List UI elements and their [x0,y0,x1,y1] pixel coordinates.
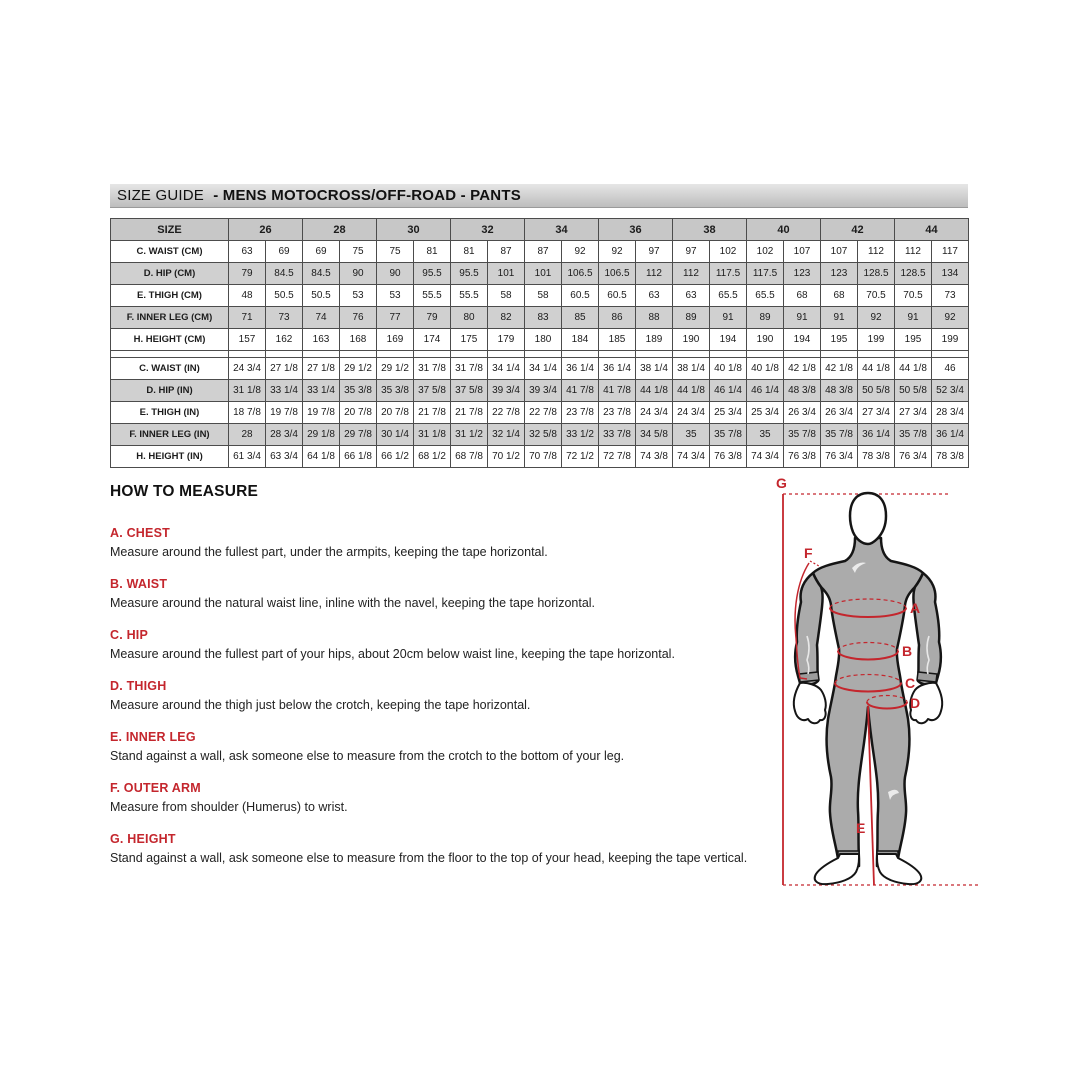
figure-label-inner-leg: E [856,820,866,836]
size-value-cell: 50.5 [303,285,340,307]
separator-cell [525,351,562,358]
size-value-cell: 84.5 [266,263,303,285]
size-value-cell: 72 1/2 [562,446,599,468]
left-foot [815,854,859,884]
row-label: C. WAIST (CM) [111,241,229,263]
size-value-cell: 39 3/4 [525,380,562,402]
size-value-cell: 74 [303,307,340,329]
size-column-header: 40 [747,219,821,241]
size-value-cell: 175 [451,329,488,351]
size-value-cell: 55.5 [451,285,488,307]
size-value-cell: 20 7/8 [377,402,414,424]
size-column-header: 28 [303,219,377,241]
separator-cell [747,351,784,358]
row-label: E. THIGH (CM) [111,285,229,307]
size-value-cell: 48 [229,285,266,307]
table-row [111,402,969,424]
separator-cell [932,351,969,358]
size-value-cell: 25 3/4 [710,402,747,424]
size-value-cell: 31 7/8 [451,358,488,380]
size-value-cell: 44 1/8 [636,380,673,402]
left-wrist-cuff [799,672,819,682]
size-value-cell: 42 1/8 [784,358,821,380]
size-value-cell: 95.5 [451,263,488,285]
size-value-cell: 91 [784,307,821,329]
size-value-cell: 189 [636,329,673,351]
size-value-cell: 40 1/8 [710,358,747,380]
size-value-cell: 35 7/8 [895,424,932,446]
size-value-cell: 95.5 [414,263,451,285]
size-value-cell: 37 5/8 [451,380,488,402]
table-row [111,446,969,468]
size-value-cell: 79 [229,263,266,285]
table-row [111,285,969,307]
size-value-cell: 89 [673,307,710,329]
size-value-cell: 55.5 [414,285,451,307]
size-value-cell: 87 [488,241,525,263]
size-value-cell: 31 7/8 [414,358,451,380]
size-value-cell: 53 [340,285,377,307]
measure-item-text: Measure around the fullest part, under the armpits, keeping the tape horizontal. [110,545,548,559]
size-value-cell: 28 3/4 [932,402,969,424]
measurement-figure [752,468,984,930]
measure-item-text: Stand against a wall, ask someone else to measure from the floor to the top of your head, keeping the tape vertical. [110,851,748,865]
size-value-cell: 40 1/8 [747,358,784,380]
measure-item-text: Measure around the thigh just below the crotch, keeping the tape horizontal. [110,698,531,712]
size-value-cell: 38 1/4 [636,358,673,380]
separator-cell [673,351,710,358]
separator-cell [229,351,266,358]
measure-item [110,679,758,713]
separator-cell [451,351,488,358]
size-value-cell: 83 [525,307,562,329]
separator-cell [377,351,414,358]
size-value-cell: 39 3/4 [488,380,525,402]
separator-cell [340,351,377,358]
table-row [111,241,969,263]
size-value-cell: 35 [673,424,710,446]
size-value-cell: 74 3/8 [636,446,673,468]
size-value-cell: 79 [414,307,451,329]
size-value-cell: 112 [858,241,895,263]
size-value-cell: 128.5 [895,263,932,285]
body-diagram [752,468,984,930]
size-value-cell: 41 7/8 [562,380,599,402]
size-value-cell: 58 [525,285,562,307]
size-value-cell: 31 1/8 [414,424,451,446]
row-label: D. HIP (CM) [111,263,229,285]
size-value-cell: 46 [932,358,969,380]
size-value-cell: 70 1/2 [488,446,525,468]
size-value-cell: 22 7/8 [488,402,525,424]
separator-cell [111,351,229,358]
size-value-cell: 31 1/8 [229,380,266,402]
left-hand [794,683,826,723]
size-value-cell: 84.5 [303,263,340,285]
size-value-cell: 50 5/8 [895,380,932,402]
size-value-cell: 48 3/8 [784,380,821,402]
size-value-cell: 35 3/8 [377,380,414,402]
size-value-cell: 22 7/8 [525,402,562,424]
size-value-cell: 46 1/4 [710,380,747,402]
measure-item-label: G. HEIGHT [110,832,176,846]
size-column-header: 36 [599,219,673,241]
size-value-cell: 88 [636,307,673,329]
right-wrist-cuff [917,672,937,682]
size-value-cell: 48 3/8 [821,380,858,402]
size-value-cell: 60.5 [599,285,636,307]
size-value-cell: 168 [340,329,377,351]
size-value-cell: 35 [747,424,784,446]
size-value-cell: 36 1/4 [858,424,895,446]
size-value-cell: 37 5/8 [414,380,451,402]
page-title: - MENS MOTOCROSS/OFF-ROAD - PANTS [213,187,521,204]
size-column-header: 44 [895,219,969,241]
separator-cell [488,351,525,358]
figure-label-outer-arm: F [804,545,813,561]
size-value-cell: 134 [932,263,969,285]
size-column-header: 30 [377,219,451,241]
size-value-cell: 76 [340,307,377,329]
size-column-header: 34 [525,219,599,241]
size-value-cell: 65.5 [710,285,747,307]
size-value-cell: 106.5 [599,263,636,285]
head [850,493,886,544]
size-value-cell: 76 3/4 [821,446,858,468]
size-value-cell: 184 [562,329,599,351]
separator-cell [636,351,673,358]
size-value-cell: 92 [599,241,636,263]
size-value-cell: 31 1/2 [451,424,488,446]
size-value-cell: 78 3/8 [858,446,895,468]
size-value-cell: 34 1/4 [488,358,525,380]
separator-cell [266,351,303,358]
size-value-cell: 23 7/8 [562,402,599,424]
size-value-cell: 86 [599,307,636,329]
separator-cell [895,351,932,358]
measure-item-label: A. CHEST [110,526,170,540]
size-value-cell: 29 1/8 [303,424,340,446]
size-value-cell: 195 [821,329,858,351]
size-value-cell: 112 [895,241,932,263]
size-value-cell: 68 7/8 [451,446,488,468]
size-value-cell: 69 [266,241,303,263]
size-value-cell: 128.5 [858,263,895,285]
size-value-cell: 64 1/8 [303,446,340,468]
title-bar [110,184,968,208]
size-value-cell: 29 1/2 [377,358,414,380]
size-value-cell: 194 [784,329,821,351]
size-value-cell: 19 7/8 [266,402,303,424]
size-value-cell: 60.5 [562,285,599,307]
size-value-cell: 112 [636,263,673,285]
size-value-cell: 35 7/8 [784,424,821,446]
how-to-measure-heading: HOW TO MEASURE [110,483,259,500]
size-value-cell: 63 [229,241,266,263]
size-value-cell: 25 3/4 [747,402,784,424]
size-value-cell: 75 [340,241,377,263]
separator-cell [562,351,599,358]
size-value-cell: 29 1/2 [340,358,377,380]
size-value-cell: 70.5 [895,285,932,307]
size-value-cell: 24 3/4 [673,402,710,424]
size-value-cell: 32 5/8 [525,424,562,446]
size-value-cell: 33 1/2 [562,424,599,446]
size-value-cell: 18 7/8 [229,402,266,424]
size-value-cell: 97 [673,241,710,263]
measure-item-label: C. HIP [110,628,149,642]
measure-item [110,781,758,815]
size-column-header: 42 [821,219,895,241]
size-value-cell: 21 7/8 [414,402,451,424]
size-value-cell: 29 7/8 [340,424,377,446]
size-value-cell: 44 1/8 [673,380,710,402]
size-value-cell: 23 7/8 [599,402,636,424]
size-value-cell: 117.5 [747,263,784,285]
size-value-cell: 92 [562,241,599,263]
size-value-cell: 85 [562,307,599,329]
size-value-cell: 76 3/8 [784,446,821,468]
size-value-cell: 41 7/8 [599,380,636,402]
size-value-cell: 80 [451,307,488,329]
separator-cell [303,351,340,358]
size-value-cell: 76 3/8 [710,446,747,468]
size-value-cell: 36 1/4 [562,358,599,380]
size-value-cell: 70 7/8 [525,446,562,468]
size-value-cell: 34 1/4 [525,358,562,380]
size-value-cell: 91 [710,307,747,329]
size-value-cell: 74 3/4 [747,446,784,468]
row-label: H. HEIGHT (CM) [111,329,229,351]
row-label: F. INNER LEG (CM) [111,307,229,329]
size-value-cell: 74 3/4 [673,446,710,468]
size-value-cell: 107 [821,241,858,263]
right-foot [877,854,921,884]
size-value-cell: 68 [821,285,858,307]
size-value-cell: 52 3/4 [932,380,969,402]
size-value-cell: 58 [488,285,525,307]
size-value-cell: 185 [599,329,636,351]
size-value-cell: 123 [784,263,821,285]
size-value-cell: 26 3/4 [784,402,821,424]
size-value-cell: 76 3/4 [895,446,932,468]
measure-item [110,832,758,866]
size-value-cell: 162 [266,329,303,351]
size-value-cell: 69 [303,241,340,263]
size-value-cell: 107 [784,241,821,263]
table-row [111,329,969,351]
size-value-cell: 190 [673,329,710,351]
size-value-cell: 169 [377,329,414,351]
size-value-cell: 194 [710,329,747,351]
size-value-cell: 19 7/8 [303,402,340,424]
size-value-cell: 50 5/8 [858,380,895,402]
title-prefix: SIZE GUIDE [117,187,205,204]
size-value-cell: 28 [229,424,266,446]
separator-cell [821,351,858,358]
row-label: D. HIP (IN) [111,380,229,402]
row-label: E. THIGH (IN) [111,402,229,424]
size-value-cell: 101 [525,263,562,285]
size-header-row [111,219,969,241]
table-row [111,380,969,402]
size-value-cell: 35 7/8 [710,424,747,446]
size-value-cell: 63 [636,285,673,307]
size-value-cell: 63 [673,285,710,307]
table-separator-row [111,351,969,358]
table-row [111,358,969,380]
size-column-header: 38 [673,219,747,241]
size-value-cell: 36 1/4 [932,424,969,446]
size-value-cell: 44 1/8 [858,358,895,380]
separator-cell [599,351,636,358]
size-value-cell: 27 1/8 [303,358,340,380]
measure-list [110,526,758,866]
size-value-cell: 24 3/4 [636,402,673,424]
size-value-cell: 180 [525,329,562,351]
measure-item-label: D. THIGH [110,679,167,693]
size-value-cell: 33 1/4 [266,380,303,402]
size-value-cell: 44 1/8 [895,358,932,380]
table-row [111,307,969,329]
size-table-body [111,219,969,468]
how-to-measure-section [110,483,758,883]
size-value-cell: 61 3/4 [229,446,266,468]
size-value-cell: 73 [932,285,969,307]
measure-item-text: Stand against a wall, ask someone else to measure from the crotch to the bottom of your leg. [110,749,625,763]
size-column-header: 32 [451,219,525,241]
measure-item-text: Measure from shoulder (Humerus) to wrist. [110,800,348,814]
size-value-cell: 112 [673,263,710,285]
size-value-cell: 33 7/8 [599,424,636,446]
size-value-cell: 102 [747,241,784,263]
separator-cell [414,351,451,358]
size-table [110,218,969,468]
size-value-cell: 81 [414,241,451,263]
size-value-cell: 87 [525,241,562,263]
size-value-cell: 68 1/2 [414,446,451,468]
size-value-cell: 102 [710,241,747,263]
size-value-cell: 36 1/4 [599,358,636,380]
size-value-cell: 97 [636,241,673,263]
size-value-cell: 174 [414,329,451,351]
measure-item-label: E. INNER LEG [110,730,196,744]
size-value-cell: 53 [377,285,414,307]
separator-cell [784,351,821,358]
size-value-cell: 26 3/4 [821,402,858,424]
size-value-cell: 90 [377,263,414,285]
size-column-header: 26 [229,219,303,241]
size-value-cell: 27 3/4 [895,402,932,424]
size-value-cell: 82 [488,307,525,329]
measure-item [110,526,758,560]
size-value-cell: 123 [821,263,858,285]
size-value-cell: 75 [377,241,414,263]
size-value-cell: 72 7/8 [599,446,636,468]
size-value-cell: 27 1/8 [266,358,303,380]
size-value-cell: 35 3/8 [340,380,377,402]
size-value-cell: 101 [488,263,525,285]
size-value-cell: 157 [229,329,266,351]
size-value-cell: 90 [340,263,377,285]
size-value-cell: 42 1/8 [821,358,858,380]
row-label: H. HEIGHT (IN) [111,446,229,468]
size-value-cell: 117 [932,241,969,263]
size-value-cell: 106.5 [562,263,599,285]
separator-cell [710,351,747,358]
size-value-cell: 32 1/4 [488,424,525,446]
row-label: C. WAIST (IN) [111,358,229,380]
size-value-cell: 65.5 [747,285,784,307]
size-value-cell: 50.5 [266,285,303,307]
size-value-cell: 46 1/4 [747,380,784,402]
size-value-cell: 66 1/2 [377,446,414,468]
size-value-cell: 73 [266,307,303,329]
figure-label-thigh: D [910,695,921,711]
size-value-cell: 20 7/8 [340,402,377,424]
size-value-cell: 30 1/4 [377,424,414,446]
measure-item [110,628,758,662]
table-row [111,424,969,446]
figure-label-height: G [776,475,787,491]
size-value-cell: 38 1/4 [673,358,710,380]
size-value-cell: 28 3/4 [266,424,303,446]
row-label: F. INNER LEG (IN) [111,424,229,446]
size-value-cell: 92 [858,307,895,329]
size-value-cell: 179 [488,329,525,351]
size-value-cell: 68 [784,285,821,307]
size-value-cell: 78 3/8 [932,446,969,468]
measure-item-label: B. WAIST [110,577,168,591]
size-value-cell: 66 1/8 [340,446,377,468]
outer-arm-dotted-tick [810,561,819,566]
size-value-cell: 81 [451,241,488,263]
table-row [111,263,969,285]
size-value-cell: 21 7/8 [451,402,488,424]
measure-item [110,577,758,611]
size-value-cell: 27 3/4 [858,402,895,424]
size-value-cell: 33 1/4 [303,380,340,402]
size-value-cell: 195 [895,329,932,351]
measure-item-text: Measure around the natural waist line, inline with the navel, keeping the tape horizontal. [110,596,596,610]
size-value-cell: 89 [747,307,784,329]
size-value-cell: 199 [932,329,969,351]
size-value-cell: 77 [377,307,414,329]
figure-label-waist: B [902,643,913,659]
size-value-cell: 91 [895,307,932,329]
size-value-cell: 70.5 [858,285,895,307]
size-value-cell: 35 7/8 [821,424,858,446]
measure-item [110,730,758,764]
size-value-cell: 199 [858,329,895,351]
size-value-cell: 34 5/8 [636,424,673,446]
figure-label-hip: C [905,675,916,691]
measure-item-label: F. OUTER ARM [110,781,201,795]
separator-cell [858,351,895,358]
size-value-cell: 92 [932,307,969,329]
size-value-cell: 91 [821,307,858,329]
size-value-cell: 190 [747,329,784,351]
figure-label-chest: A [910,600,921,616]
size-value-cell: 117.5 [710,263,747,285]
size-value-cell: 71 [229,307,266,329]
measure-item-text: Measure around the fullest part of your hips, about 20cm below waist line, keeping the tape horizontal. [110,647,675,661]
size-corner-header: SIZE [111,219,229,241]
size-value-cell: 163 [303,329,340,351]
size-value-cell: 24 3/4 [229,358,266,380]
size-value-cell: 63 3/4 [266,446,303,468]
